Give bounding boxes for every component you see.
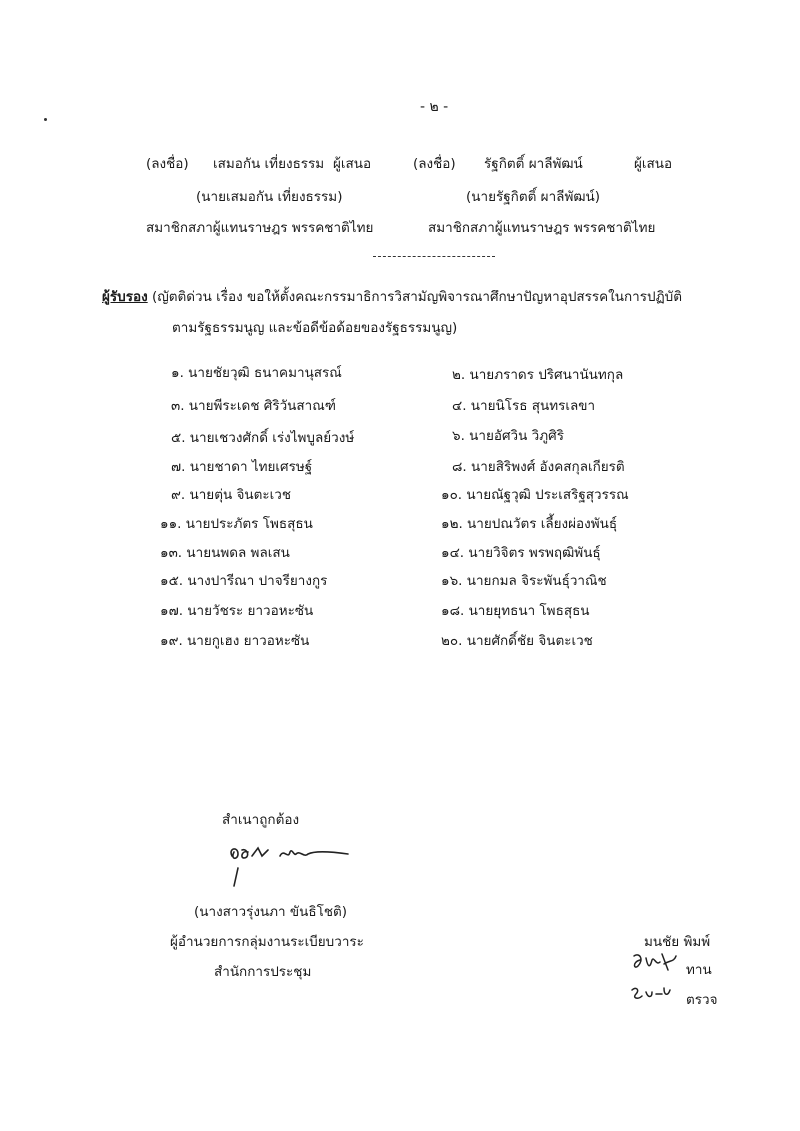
left-proposer-name: เสมอกัน เที่ยงธรรม bbox=[213, 156, 325, 172]
endorser-4: ๔. นายนิโรธ สุนทรเลขา bbox=[452, 398, 596, 414]
right-sign-prefix: (ลงชื่อ) bbox=[413, 156, 456, 172]
right-proposer-role: ผู้เสนอ bbox=[634, 156, 673, 172]
page-number: - ๒ - bbox=[420, 99, 449, 115]
endorsers-heading: ผู้รับรอง bbox=[102, 289, 148, 305]
endorser-13: ๑๓. นายนพดล พลเสน bbox=[160, 545, 290, 561]
right-proposer-position: สมาชิกสภาผู้แทนราษฎร พรรคชาติไทย bbox=[428, 220, 656, 236]
left-proposer-position: สมาชิกสภาผู้แทนราษฎร พรรคชาติไทย bbox=[146, 220, 374, 236]
certifier-name: (นางสาวรุ่งนภา ขันธิโชติ) bbox=[194, 904, 348, 920]
endorser-10: ๑๐. นายณัฐวุฒิ ประเสริฐสุวรรณ bbox=[441, 487, 629, 503]
endorsers-heading-line bbox=[102, 285, 682, 307]
endorser-15: ๑๕. นางปารีณา ปาจรียางกูร bbox=[160, 573, 328, 589]
separator-line bbox=[373, 256, 495, 257]
certified-copy-label: สำเนาถูกต้อง bbox=[222, 812, 300, 828]
endorser-17: ๑๗. นายวัชระ ยาวอหะซัน bbox=[160, 603, 314, 619]
left-proposer-name-paren: (นายเสมอกัน เที่ยงธรรม) bbox=[196, 189, 343, 205]
endorser-5: ๕. นายเชวงศักดิ์ เร่งไพบูลย์วงษ์ bbox=[171, 430, 355, 446]
typist-name: มนชัย พิมพ์ bbox=[644, 934, 711, 950]
endorser-6: ๖. นายอัศวิน วิภูศิริ bbox=[452, 428, 564, 444]
endorser-9: ๙. นายตุ่น จินตะเวช bbox=[171, 487, 291, 503]
left-sign-prefix: (ลงชื่อ) bbox=[146, 156, 189, 172]
handwritten-signature-certifier bbox=[224, 838, 354, 890]
endorser-3: ๓. นายพีระเดช ศิริวันสาณฑ์ bbox=[171, 398, 336, 414]
endorsers-subject-line2: ตามรัฐธรรมนูญ และข้อดีข้อด้อยของรัฐธรรมนูญ) bbox=[172, 320, 458, 336]
endorser-14: ๑๔. นายวิจิตร พรพฤฒิพันธุ์ bbox=[441, 545, 601, 561]
endorser-11: ๑๑. นายประภัตร โพธสุธน bbox=[160, 516, 313, 532]
right-proposer-name: รัฐกิตติ์ ผาลีพัฒน์ bbox=[484, 156, 583, 172]
handwritten-initials-1 bbox=[630, 950, 680, 976]
endorser-20: ๒๐. นายศักดิ์ชัย จินตะเวช bbox=[441, 633, 593, 649]
endorser-8: ๘. นายสิริพงศ์ อังคสกุลเกียรติ bbox=[452, 459, 625, 475]
endorser-18: ๑๘. นายยุทธนา โพธสุธน bbox=[441, 603, 590, 619]
endorser-1: ๑. นายชัยวุฒิ ธนาคมานุสรณ์ bbox=[171, 365, 342, 381]
stray-mark bbox=[44, 118, 47, 121]
endorser-7: ๗. นายชาดา ไทยเศรษฐ์ bbox=[171, 459, 313, 475]
certifier-office: สำนักการประชุม bbox=[214, 964, 312, 980]
typist-check2: ตรวจ bbox=[686, 992, 718, 1008]
left-proposer-role: ผู้เสนอ bbox=[333, 156, 372, 172]
certifier-title: ผู้อำนวยการกลุ่มงานระเบียบวาระ bbox=[170, 934, 364, 950]
handwritten-initials-2 bbox=[628, 982, 678, 1006]
endorser-12: ๑๒. นายปณวัตร เลี้ยงผ่องพันธุ์ bbox=[441, 516, 618, 532]
endorser-19: ๑๙. นายกูเฮง ยาวอหะซัน bbox=[160, 633, 310, 649]
endorser-16: ๑๖. นายกมล จิระพันธุ์วาณิช bbox=[441, 573, 607, 589]
right-proposer-name-paren: (นายรัฐกิตติ์ ผาลีพัฒน์) bbox=[466, 189, 601, 205]
endorser-2: ๒. นายภราดร ปริศนานันทกุล bbox=[452, 367, 624, 383]
endorsers-subject-line1: (ญัตติด่วน เรื่อง ขอให้ตั้งคณะกรรมาธิการวิสามัญพิจารณาศึกษาปัญหาอุปสรรคในการปฏิบัติ bbox=[151, 289, 682, 305]
typist-check1: ทาน bbox=[686, 962, 712, 978]
